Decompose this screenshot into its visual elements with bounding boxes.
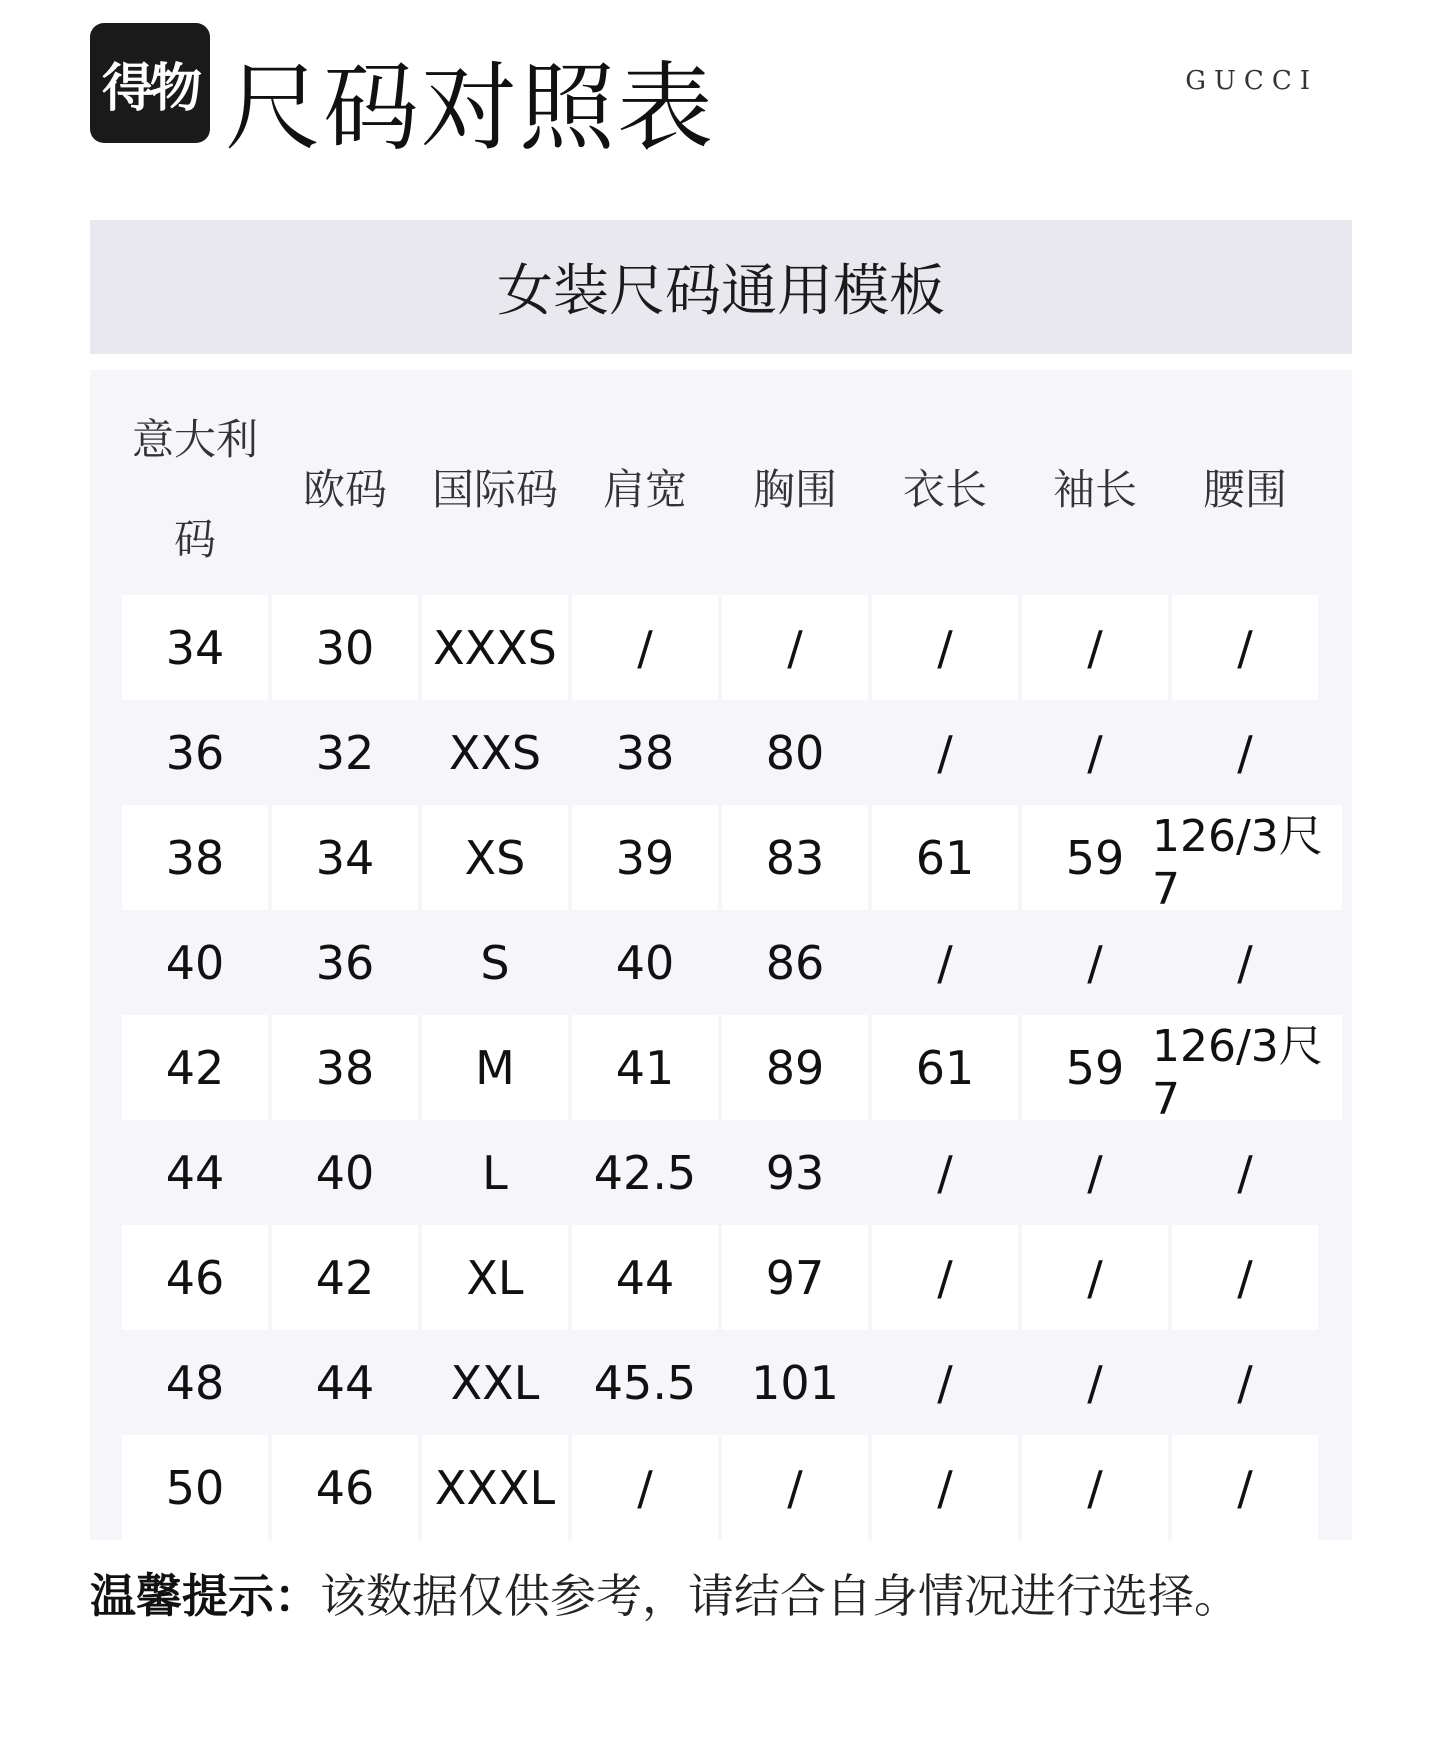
table-cell: / xyxy=(1172,1225,1318,1330)
table-cell: 30 xyxy=(272,595,418,700)
table-cell: XS xyxy=(422,805,568,910)
column-header-label: 衣长 xyxy=(902,465,987,514)
table-cell: 126/3尺7 xyxy=(1152,805,1342,910)
brand-name: GUCCI xyxy=(1185,66,1318,96)
table-cell: M xyxy=(422,1015,568,1120)
table-cell: / xyxy=(937,935,953,990)
table-cell: / xyxy=(572,1435,718,1540)
table-cell: 42 xyxy=(122,1015,268,1120)
table-header-row xyxy=(120,395,1320,585)
table-cell: XL xyxy=(422,1225,568,1330)
column-header-label: 腰围 xyxy=(1202,465,1287,514)
size-table xyxy=(90,370,1352,1540)
column-header-label: 袖长 xyxy=(1052,465,1137,514)
table-cell: 38 xyxy=(615,725,675,780)
table-cell: / xyxy=(1087,725,1103,780)
table-cell: / xyxy=(1172,1435,1318,1540)
page-title: 尺码对照表 xyxy=(225,52,715,164)
table-cell: 41 xyxy=(572,1015,718,1120)
app-logo xyxy=(90,23,210,143)
table-cell: 38 xyxy=(122,805,268,910)
column-header xyxy=(570,395,720,585)
table-row xyxy=(120,1015,1323,1125)
table-cell: XXL xyxy=(450,1355,540,1410)
column-header xyxy=(1020,395,1170,585)
table-cell: 44 xyxy=(315,1355,375,1410)
table-cell: 44 xyxy=(572,1225,718,1330)
table-cell: 36 xyxy=(315,935,375,990)
table-cell: 45.5 xyxy=(593,1355,697,1410)
table-cell: 40 xyxy=(315,1145,375,1200)
table-cell: 46 xyxy=(122,1225,268,1330)
footer-tip xyxy=(90,1560,1240,1626)
table-cell: / xyxy=(1237,1145,1253,1200)
column-header xyxy=(1170,395,1320,585)
table-cell: 48 xyxy=(165,1355,225,1410)
table-cell: 39 xyxy=(572,805,718,910)
section-header xyxy=(90,220,1352,354)
table-cell: 44 xyxy=(165,1145,225,1200)
table-cell: / xyxy=(937,725,953,780)
table-cell: / xyxy=(937,1145,953,1200)
table-cell: / xyxy=(1087,935,1103,990)
table-cell: 34 xyxy=(122,595,268,700)
table-cell: 126/3尺7 xyxy=(1152,1015,1342,1120)
table-cell: XXXS xyxy=(422,595,568,700)
table-cell: S xyxy=(480,935,510,990)
table-cell: / xyxy=(1022,1435,1168,1540)
table-cell: XXS xyxy=(448,725,542,780)
table-cell: / xyxy=(872,1225,1018,1330)
table-row xyxy=(120,805,1323,915)
table-cell: 40 xyxy=(615,935,675,990)
table-cell: / xyxy=(872,1435,1018,1540)
table-cell: 42 xyxy=(272,1225,418,1330)
table-cell: 50 xyxy=(122,1435,268,1540)
table-cell: 61 xyxy=(872,1015,1018,1120)
column-header-label: 胸围 xyxy=(752,465,837,514)
table-cell: / xyxy=(1237,725,1253,780)
table-cell: / xyxy=(1087,1145,1103,1200)
table-cell: / xyxy=(1087,1355,1103,1410)
column-header-label: 意大利码 xyxy=(131,415,258,564)
column-header xyxy=(270,395,420,585)
table-cell: 101 xyxy=(751,1355,839,1410)
table-cell: / xyxy=(937,1355,953,1410)
table-cell: / xyxy=(722,595,868,700)
table-row xyxy=(120,1435,1320,1540)
table-cell: 97 xyxy=(722,1225,868,1330)
logo-text: 得物 xyxy=(101,58,198,119)
table-row xyxy=(120,1225,1320,1330)
table-row xyxy=(120,1120,1320,1225)
tip-text: 该数据仅供参考，请结合自身情况进行选择。 xyxy=(320,1569,1240,1623)
table-cell: / xyxy=(722,1435,868,1540)
table-cell: 59 xyxy=(1022,1015,1168,1120)
table-cell: 89 xyxy=(722,1015,868,1120)
table-cell: 46 xyxy=(272,1435,418,1540)
column-header-label: 欧码 xyxy=(302,465,387,514)
table-cell: / xyxy=(872,595,1018,700)
table-cell: 34 xyxy=(272,805,418,910)
table-row xyxy=(120,910,1320,1015)
table-cell: / xyxy=(1237,935,1253,990)
table-cell: 42.5 xyxy=(593,1145,697,1200)
table-row xyxy=(120,700,1320,805)
table-cell: 40 xyxy=(165,935,225,990)
table-cell: / xyxy=(1022,595,1168,700)
table-cell: XXXL xyxy=(422,1435,568,1540)
table-cell: / xyxy=(1237,1355,1253,1410)
table-row xyxy=(120,1330,1320,1435)
table-cell: / xyxy=(572,595,718,700)
column-header xyxy=(420,395,570,585)
column-header xyxy=(120,395,270,585)
table-cell: 36 xyxy=(165,725,225,780)
table-cell: 93 xyxy=(765,1145,825,1200)
table-cell: / xyxy=(1172,595,1318,700)
table-cell: 38 xyxy=(272,1015,418,1120)
tip-label: 温馨提示： xyxy=(90,1569,320,1623)
column-header xyxy=(720,395,870,585)
table-cell: / xyxy=(1022,1225,1168,1330)
column-header-label: 肩宽 xyxy=(602,465,687,514)
table-cell: 61 xyxy=(872,805,1018,910)
table-cell: 86 xyxy=(765,935,825,990)
column-header-label: 国际码 xyxy=(431,465,558,514)
table-cell: 59 xyxy=(1022,805,1168,910)
section-title: 女装尺码通用模板 xyxy=(497,259,945,324)
table-cell: 80 xyxy=(765,725,825,780)
table-cell: 83 xyxy=(722,805,868,910)
table-row xyxy=(120,595,1320,700)
table-cell: L xyxy=(482,1145,508,1200)
column-header xyxy=(870,395,1020,585)
table-cell: 32 xyxy=(315,725,375,780)
